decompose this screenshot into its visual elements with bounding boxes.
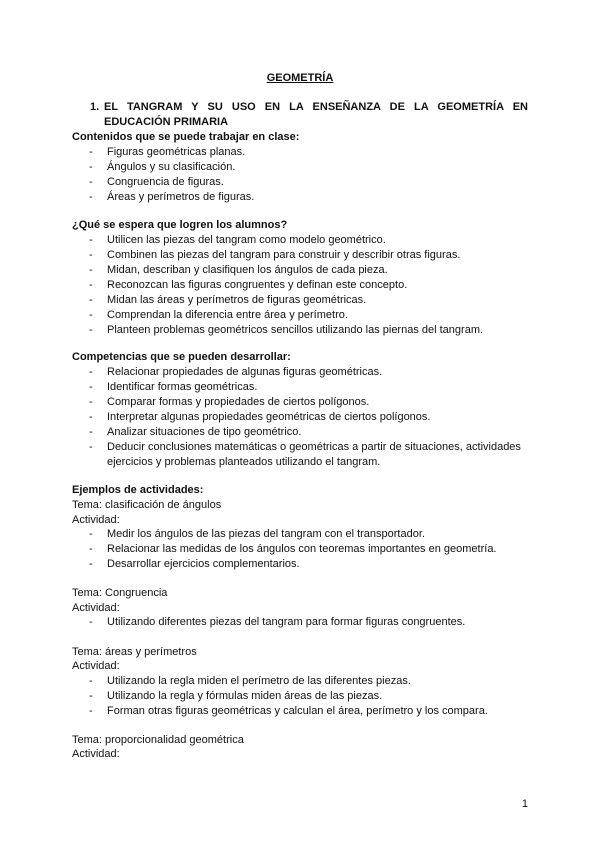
actividad-label: Actividad: bbox=[72, 660, 120, 672]
list-item: - Desarrollar ejercicios complementarios. bbox=[89, 558, 300, 570]
list-item: - Figuras geométricas planas. bbox=[89, 146, 246, 158]
list-item: - Combinen las piezas del tangram para construir y describir otras figuras. bbox=[89, 249, 461, 261]
espera-heading: ¿Qué se espera que logren los alumnos? bbox=[72, 219, 288, 231]
contenidos-list bbox=[72, 145, 528, 205]
section-number: 1. bbox=[90, 101, 100, 113]
actividad-label: Actividad: bbox=[72, 514, 120, 526]
list-item: - Relacionar las medidas de los ángulos con teoremas importantes en geometría. bbox=[89, 543, 497, 555]
tema-2-list bbox=[72, 615, 528, 630]
actividad-label: Actividad: bbox=[72, 748, 120, 760]
list-item: - Midan, describan y clasifiquen los ángulos de cada pieza. bbox=[89, 264, 388, 276]
list-item: - Deducir conclusiones matemáticas o geométricas a partir de situaciones, actividades ejercicios y problemas planteados utilizando el tangram. bbox=[89, 441, 521, 468]
tema-1-title: Tema: clasificación de ángulos bbox=[72, 499, 222, 511]
ejemplos-heading: Ejemplos de actividades: bbox=[72, 484, 204, 496]
espera-list bbox=[72, 233, 528, 338]
competencias-list bbox=[72, 365, 528, 470]
document-title: GEOMETRÍA bbox=[266, 72, 334, 84]
tema-3-title: Tema: áreas y perímetros bbox=[72, 646, 197, 658]
list-item: - Congruencia de figuras. bbox=[89, 176, 224, 188]
contenidos-heading: Contenidos que se puede trabajar en clase: bbox=[72, 131, 300, 143]
page-number: 1 bbox=[521, 798, 528, 810]
tema-1-list bbox=[72, 527, 528, 572]
list-item: - Interpretar algunas propiedades geométricas de ciertos polígonos. bbox=[89, 411, 431, 423]
list-item: - Ángulos y su clasificación. bbox=[89, 161, 236, 173]
list-item: - Áreas y perímetros de figuras. bbox=[89, 191, 255, 203]
list-item: - Reconozcan las figuras congruentes y definan este concepto. bbox=[89, 279, 408, 291]
list-item: - Utilizando la regla y fórmulas miden áreas de las piezas. bbox=[89, 690, 383, 702]
tema-4-title: Tema: proporcionalidad geométrica bbox=[72, 734, 244, 746]
list-item: - Identificar formas geométricas. bbox=[89, 381, 258, 393]
list-item: - Utilizando la regla miden el perímetro de las diferentes piezas. bbox=[89, 675, 411, 687]
actividad-label: Actividad: bbox=[72, 602, 120, 614]
list-item: - Planteen problemas geométricos sencillos utilizando las piernas del tangram. bbox=[89, 324, 484, 336]
list-item: - Comprendan la diferencia entre área y perímetro. bbox=[89, 309, 348, 321]
list-item: - Relacionar propiedades de algunas figuras geométricas. bbox=[89, 366, 383, 378]
list-item: - Midan las áreas y perímetros de figuras geométricas. bbox=[89, 294, 367, 306]
tema-2-title: Tema: Congruencia bbox=[72, 587, 168, 599]
list-item: - Medir los ángulos de las piezas del tangram con el transportador. bbox=[89, 528, 425, 540]
section-title-line-2: EDUCACIÓN PRIMARIA bbox=[104, 116, 229, 128]
section-title-line-1: EL TANGRAM Y SU USO EN LA ENSEÑANZA DE LA GEOMETRÍA EN bbox=[104, 101, 528, 113]
section-1-heading bbox=[90, 100, 528, 130]
list-item: - Forman otras figuras geométricas y calculan el área, perímetro y los compara. bbox=[89, 705, 488, 717]
tema-3-list bbox=[72, 674, 528, 719]
list-item: - Utilizando diferentes piezas del tangram para formar figuras congruentes. bbox=[89, 616, 466, 628]
list-item: - Comparar formas y propiedades de ciertos polígonos. bbox=[89, 396, 370, 408]
list-item: - Analizar situaciones de tipo geométrico. bbox=[89, 426, 302, 438]
list-item: - Utilicen las piezas del tangram como modelo geométrico. bbox=[89, 234, 386, 246]
competencias-heading: Competencias que se pueden desarrollar: bbox=[72, 351, 291, 363]
